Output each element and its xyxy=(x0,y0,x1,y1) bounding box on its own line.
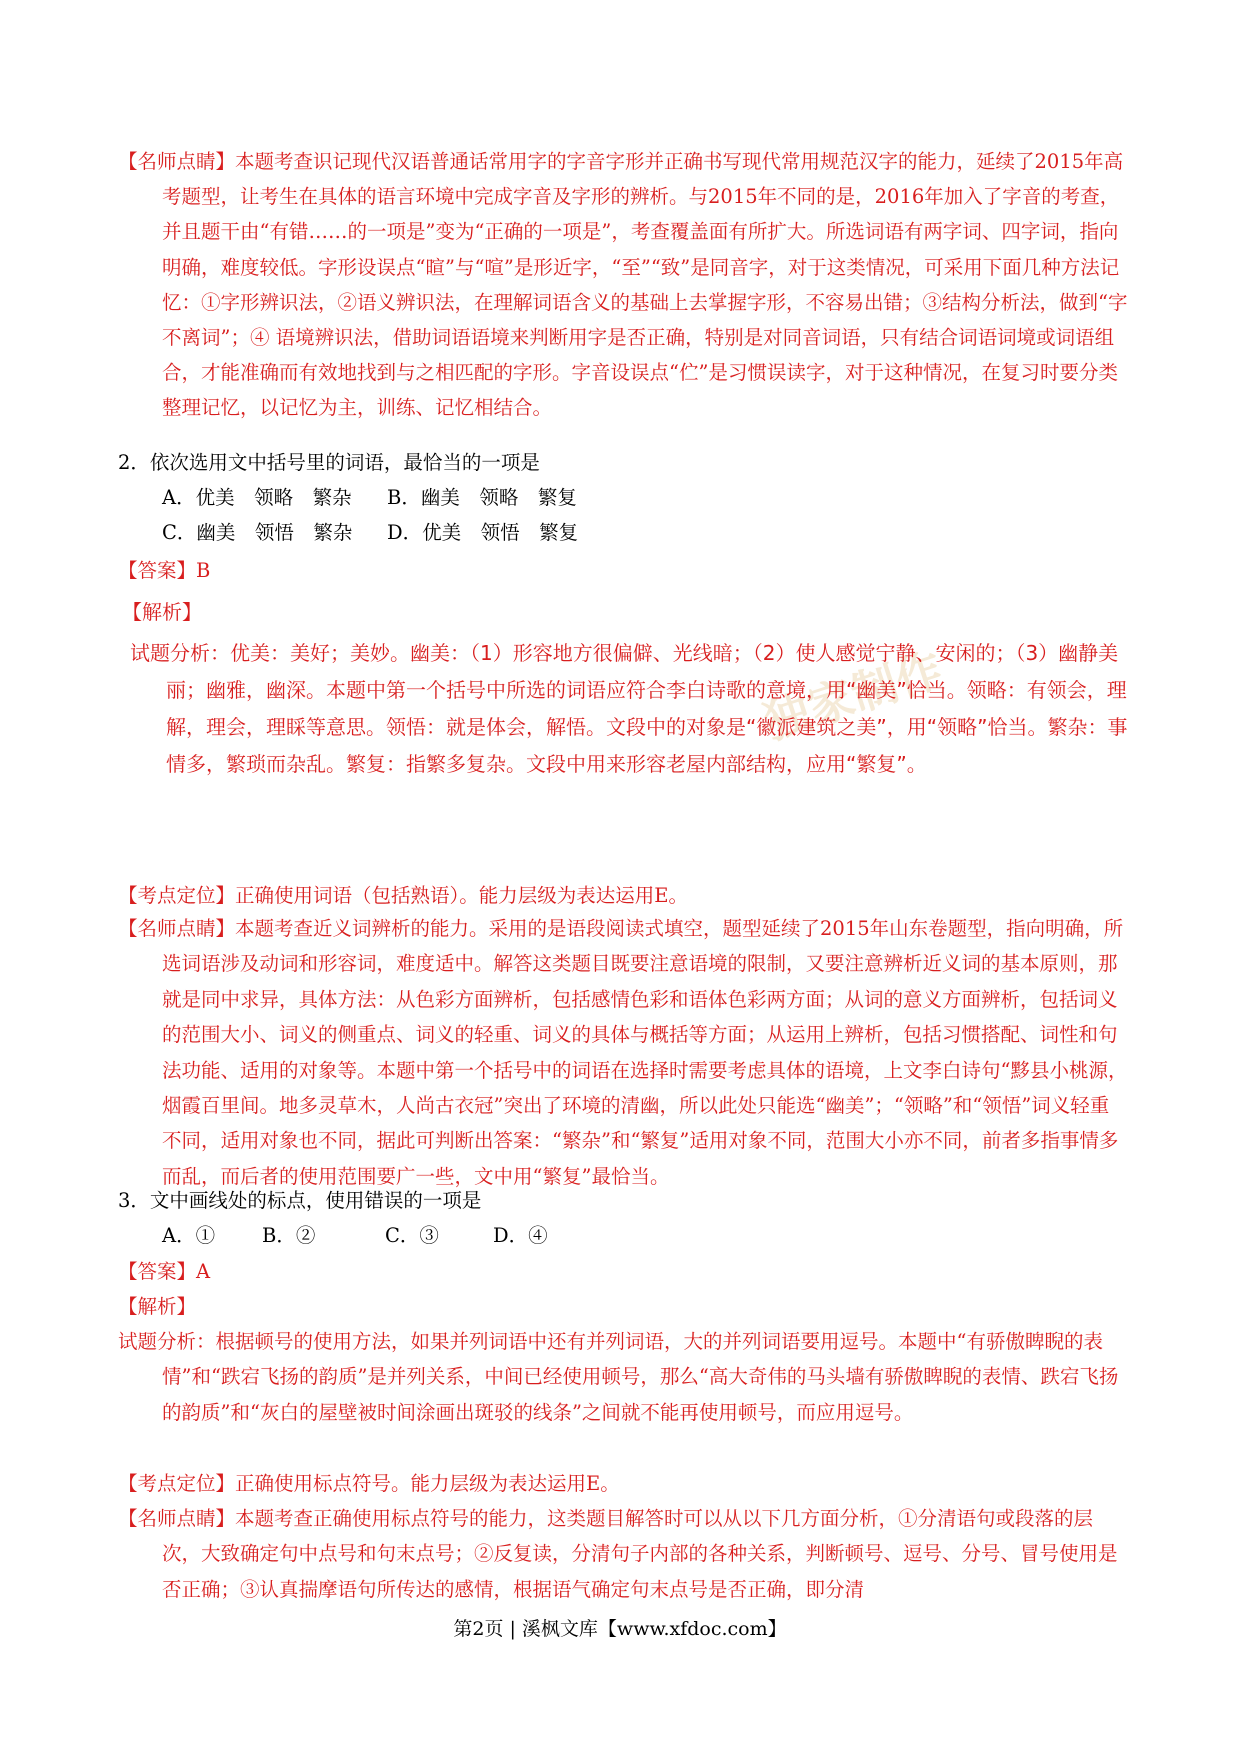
q3-answer-label: 【答案】 xyxy=(118,1260,197,1283)
q2-option-b[interactable]: B．幽美 领略 繁复 xyxy=(387,486,577,509)
q3-option-a[interactable]: A．① xyxy=(162,1224,216,1247)
q2-analysis-text: 试题分析：优美：美好；美妙。幽美：（1）形容地方很偏僻、光线暗；（2）使人感觉宁静、安闲的；（3）幽静美丽；幽雅，幽深。本题中第一个括号中所选的词语应符合李白诗歌的意境，用“幽美”恰当。领略：有领会，理解，理会，理睬等意思。领悟：就是体会，解悟。文段中的对象是“徽派建筑之美”，用“领略”恰当。繁杂：事情多，繁琐而杂乱。繁复：指繁多复杂。文段中用来形容老屋内部结构，应用“繁复”。 xyxy=(130,641,1128,776)
q1-tip-paragraph xyxy=(118,144,1128,426)
q2-stem: 2．依次选用文中括号里的词语，最恰当的一项是 xyxy=(118,451,540,474)
q3-point-text: 正确使用标点符号。能力层级为表达运用E。 xyxy=(235,1472,620,1495)
q2-tip-text: 本题考查近义词辨析的能力。采用的是语段阅读式填空，题型延续了2015年山东卷题型，指向明确，所选词语涉及动词和形容词，难度适中。解答这类题目既要注意语境的限制，又要注意辨析近义词的基本原则，那就是同中求异，具体方法：从色彩方面辨析，包括感情色彩和语体色彩两方面；从词的意义方面辨析，包括词义的范围大小、词义的侧重点、词义的轻重、词义的具体与概括等方面；从运用上辨析，包括习惯搭配、词性和句法功能、适用的对象等。本题中第一个括号中的词语在选择时需要考虑具体的语境，上文李白诗句“黟县小桃源，烟霞百里间。地多灵草木，人尚古衣冠”突出了环境的清幽，所以此处只能选“幽美”；“领略”和“领悟”词义轻重不同，适用对象也不同，据此可判断出答案：“繁杂”和“繁复”适用对象不同，范围大小亦不同，前者多指事情多而乱，而后者的使用范围要广一些，文中用“繁复”最恰当。 xyxy=(162,917,1128,1188)
q3-options-row xyxy=(162,1218,548,1253)
q3-stem: 3．文中画线处的标点，使用错误的一项是 xyxy=(118,1189,482,1212)
q3-point xyxy=(118,1466,620,1501)
q2-point xyxy=(118,878,688,913)
q3-tip-paragraph xyxy=(118,1501,1128,1607)
q2-point-label: 【考点定位】 xyxy=(118,884,236,907)
q3-tip-label: 【名师点睛】 xyxy=(118,1507,236,1530)
q2-option-a[interactable]: A．优美 领略 繁杂 xyxy=(162,486,352,509)
q2-analysis-label: 【解析】 xyxy=(122,600,202,624)
q3-analysis-paragraph xyxy=(118,1324,1128,1430)
q3-answer xyxy=(118,1254,210,1289)
q2-options-row-1 xyxy=(162,480,577,515)
page-footer: 第2页 | 溪枫文库【www.xfdoc.com】 xyxy=(453,1618,787,1640)
q2-answer xyxy=(118,553,210,588)
q2-tip-label: 【名师点睛】 xyxy=(118,917,236,940)
q3-option-d[interactable]: D．④ xyxy=(493,1224,548,1247)
q3-option-c[interactable]: C．③ xyxy=(385,1224,439,1247)
q1-tip-label: 【名师点睛】 xyxy=(118,150,236,173)
q2-answer-label: 【答案】 xyxy=(118,559,197,582)
q3-answer-value: A xyxy=(196,1260,211,1283)
q2-options-row-2 xyxy=(162,515,578,550)
watermark: 独家制作 xyxy=(757,641,949,750)
q3-analysis-label: 【解析】 xyxy=(118,1295,197,1318)
q2-option-d[interactable]: D．优美 领悟 繁复 xyxy=(387,521,579,544)
q2-answer-value: B xyxy=(196,559,211,582)
q3-tip-text: 本题考查正确使用标点符号的能力，这类题目解答时可以从以下几方面分析，①分清语句或段落的层次，大致确定句中点号和句末点号；②反复读，分清句子内部的各种关系，判断顿号、逗号、分号、冒号使用是否正确；③认真揣摩语句所传达的感情，根据语气确定句末点号是否正确，即分清 xyxy=(162,1507,1118,1601)
q2-point-text: 正确使用词语（包括熟语）。能力层级为表达运用E。 xyxy=(235,884,689,907)
q2-tip-paragraph xyxy=(118,911,1128,1194)
q3-option-b[interactable]: B．② xyxy=(262,1224,316,1247)
q1-tip-text: 本题考查识记现代汉语普通话常用字的字音字形并正确书写现代常用规范汉字的能力，延续了2015年高考题型，让考生在具体的语言环境中完成字音及字形的辨析。与2015年不同的是，2016年加入了字音的考查，并且题干由“有错……的一项是”变为“正确的一项是”，考查覆盖面有所扩大。所选词语有两字词、四字词，指向明确，难度较低。字形设误点“暄”与“喧”是形近字，“至”“致”是同音字，对于这类情况，可采用下面几种方法记忆：①字形辨识法，②语义辨识法，在理解词语含义的基础上去掌握字形，不容易出错；③结构分析法，做到“字不离词”；④ 语境辨识法，借助词语语境来判断用字是否正确，特别是对同音词语，只有结合词语词境或词语组合，才能准确而有效地找到与之相匹配的字形。字音设误点“伫”是习惯误读字，对于这种情况，在复习时要分类整理记忆，以记忆为主，训练、记忆相结合。 xyxy=(162,150,1128,420)
q3-analysis-text: 试题分析：根据顿号的使用方法，如果并列词语中还有并列词语，大的并列词语要用逗号。本题中“有骄傲睥睨的表情”和“跌宕飞扬的韵质”是并列关系，中间已经使用顿号，那么“高大奇伟的马头墙有骄傲睥睨的表情、跌宕飞扬的韵质”和“灰白的屋壁被时间涂画出斑驳的线条”之间就不能再使用顿号，而应用逗号。 xyxy=(118,1330,1119,1424)
q2-option-c[interactable]: C．幽美 领悟 繁杂 xyxy=(162,521,353,544)
q3-point-label: 【考点定位】 xyxy=(118,1472,236,1495)
